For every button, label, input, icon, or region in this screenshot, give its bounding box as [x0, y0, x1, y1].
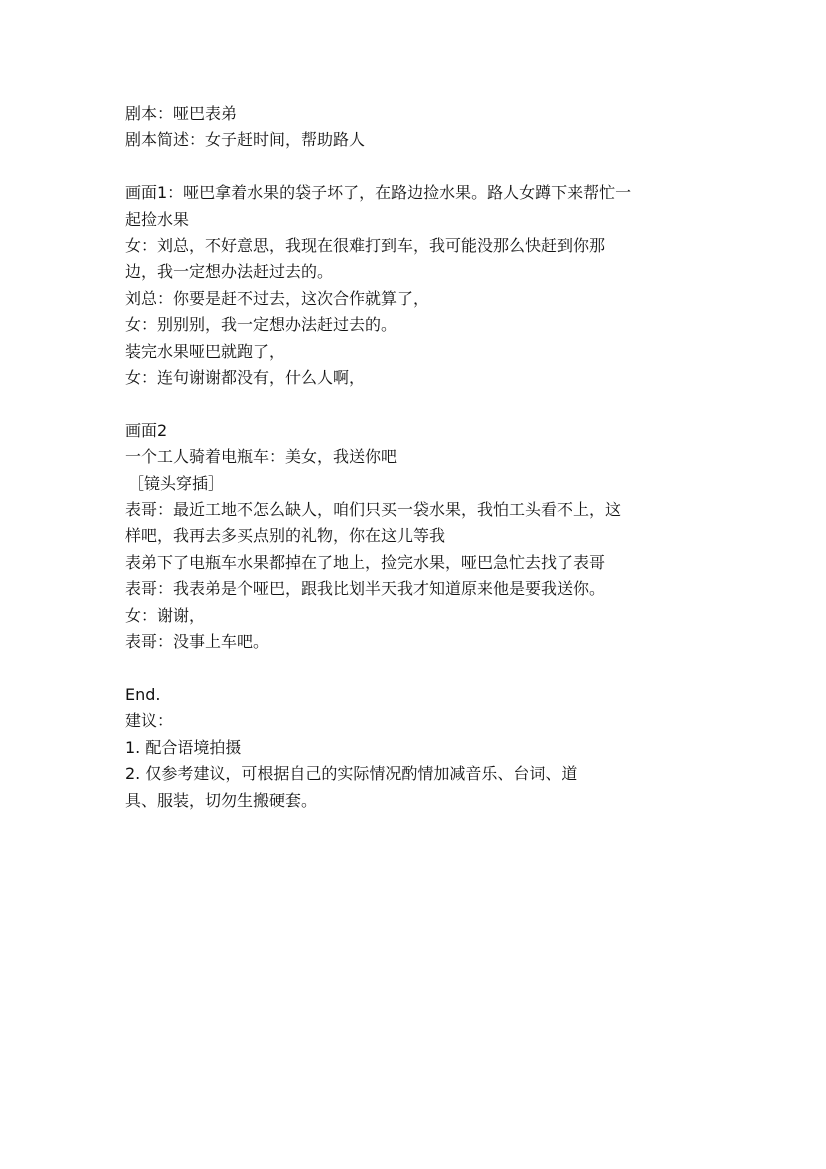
- scene2-line-3-cont: 样吧，我再去多买点别的礼物，你在这儿等我: [125, 526, 446, 546]
- advice-item-2: 2. 仅参考建议，可根据自己的实际情况酌情加减音乐、台词、道: [125, 764, 578, 784]
- blank-line: [125, 656, 705, 682]
- blank-line: [125, 391, 705, 417]
- script-title: 剧本：哑巴表弟: [125, 104, 238, 123]
- scene2-line-6: 女：谢谢，: [125, 605, 206, 625]
- advice-heading: 建议：: [125, 711, 174, 731]
- scene1-line-2: 刘总：你要是赶不过去，这次合作就算了，: [125, 288, 430, 308]
- script-body: [125, 101, 705, 814]
- scene1-line-1: 女：刘总，不好意思，我现在很难打到车，我可能没那么快赶到你那: [125, 236, 606, 256]
- scene1-line-1-cont: 边，我一定想办法赶过去的。: [125, 262, 334, 282]
- scene1-heading: 画面1：哑巴拿着水果的袋子坏了，在路边捡水果。路人女蹲下来帮忙一: [125, 183, 632, 203]
- scene2-line-5: 表哥：我表弟是个哑巴，跟我比划半天我才知道原来他是要我送你。: [125, 579, 606, 599]
- scene2-line-4: 表弟下了电瓶车水果都掉在了地上，捡完水果，哑巴急忙去找了表哥: [125, 552, 606, 572]
- scene2-line-1: 一个工人骑着电瓶车：美女，我送你吧: [125, 447, 398, 467]
- scene2-camera-note: ［镜头穿插］: [128, 473, 225, 493]
- advice-item-2-cont: 具、服装，切勿生搬硬套。: [125, 790, 318, 810]
- scene1-line-3: 女：别别别，我一定想办法赶过去的。: [125, 315, 398, 335]
- script-summary: 剧本简述：女子赶时间，帮助路人: [125, 130, 366, 150]
- blank-line: [125, 154, 705, 180]
- scene1-line-4: 装完水果哑巴就跑了，: [125, 341, 286, 361]
- scene1-line-5: 女：连句谢谢都没有，什么人啊，: [125, 368, 366, 388]
- scene1-heading-cont: 起捡水果: [125, 209, 190, 229]
- end-marker: End.: [125, 684, 161, 704]
- scene2-line-7: 表哥：没事上车吧。: [125, 632, 270, 652]
- scene2-line-3: 表哥：最近工地不怎么缺人，咱们只买一袋水果，我怕工头看不上，这: [125, 500, 622, 520]
- scene2-heading: 画面2: [125, 420, 168, 440]
- advice-item-1: 1. 配合语境拍摄: [125, 737, 242, 757]
